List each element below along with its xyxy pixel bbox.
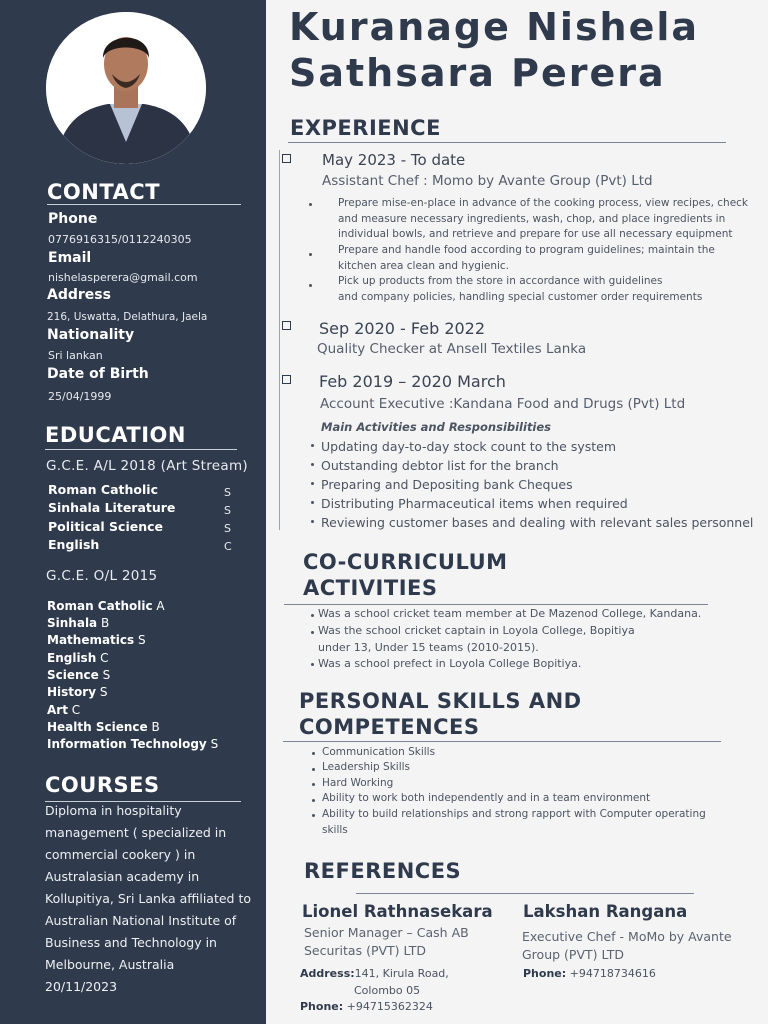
responsibility-item: Distributing Pharmaceutical items when required xyxy=(321,496,628,511)
bullet xyxy=(311,614,314,617)
bullet xyxy=(311,663,314,666)
email-value: nishelasperera@gmail.com xyxy=(48,271,198,284)
reference-name: Lionel Rathnasekara xyxy=(302,902,493,921)
nationality-value: Sri lankan xyxy=(48,349,103,362)
bullet xyxy=(309,253,312,256)
ol-item: History S xyxy=(47,685,108,699)
skill-item xyxy=(322,776,393,792)
skills-heading-line-1: PERSONAL SKILLS AND xyxy=(299,689,582,713)
bullet xyxy=(309,203,312,206)
courses-heading: COURSES xyxy=(45,773,160,797)
bullet xyxy=(311,444,314,447)
contact-divider xyxy=(47,204,241,205)
timeline-line xyxy=(279,150,280,530)
bullet xyxy=(309,284,312,287)
ol-item: Health Science B xyxy=(47,720,160,734)
cocurriculum-line: Was a school prefect in Loyola College Bopitiya. xyxy=(318,657,582,670)
skill-line: skills xyxy=(322,823,348,836)
ol-item: Mathematics S xyxy=(47,633,146,647)
bullet xyxy=(312,783,315,786)
course-line: Kollupitiya, Sri Lanka affiliated to xyxy=(45,891,251,906)
phone-label: Phone xyxy=(48,211,98,227)
skill-item xyxy=(322,760,410,776)
responsibility-item: Reviewing customer bases and dealing with relevant sales personnel xyxy=(321,515,754,530)
al-grade: C xyxy=(224,540,232,553)
bullet xyxy=(312,814,315,817)
cocurriculum-line: Was the school cricket captain in Loyola College, Bopitiya xyxy=(318,624,635,637)
duty-line: Pick up products from the store in accordance with guidelines xyxy=(338,275,663,287)
dob-label: Date of Birth xyxy=(47,366,149,382)
al-subject: Political Science xyxy=(48,519,164,534)
job-date: Feb 2019 – 2020 March xyxy=(319,372,506,391)
al-grade: S xyxy=(224,486,231,499)
duty-line: individual bowls, and retrieve and prepare for use all necessary equipment xyxy=(338,228,733,240)
references-divider xyxy=(356,893,694,894)
course-line: 20/11/2023 xyxy=(45,979,118,994)
cocurriculum-item xyxy=(318,656,581,673)
duty-line: Prepare mise-en-place in advance of the cooking process, view recipes, check xyxy=(338,197,749,209)
email-label: Email xyxy=(48,250,92,266)
sidebar xyxy=(0,0,266,1024)
reference-address: Address:141, Kirula Road, xyxy=(300,967,449,980)
education-heading: EDUCATION xyxy=(45,423,186,447)
bullet xyxy=(311,520,314,523)
course-line: Australian National Institute of xyxy=(45,913,237,928)
bullet xyxy=(311,631,314,634)
job-date: Sep 2020 - Feb 2022 xyxy=(319,319,486,338)
skill-line: Ability to work both independently and in a team environment xyxy=(322,792,651,804)
ol-item: Sinhala B xyxy=(47,616,110,630)
timeline-marker xyxy=(282,375,291,384)
name-line-1: Kuranage Nishela xyxy=(289,5,700,49)
skill-item xyxy=(322,745,435,761)
skill-item xyxy=(322,791,650,807)
skill-line: Leadership Skills xyxy=(322,761,411,773)
job-duty xyxy=(338,274,702,305)
responsibilities-heading: Main Activities and Responsibilities xyxy=(321,420,552,434)
name-line-2: Sathsara Perera xyxy=(289,51,666,95)
al-subject: Sinhala Literature xyxy=(48,500,176,515)
reference-role: Senior Manager – Cash AB xyxy=(304,925,469,940)
job-date: May 2023 - To date xyxy=(322,151,466,169)
duty-line: kitchen area clean and hygienic. xyxy=(338,259,510,272)
reference-name: Lakshan Rangana xyxy=(523,902,688,921)
experience-heading: EXPERIENCE xyxy=(290,116,441,140)
references-heading: REFERENCES xyxy=(304,859,462,883)
cocurriculum-line: under 13, Under 15 teams (2010-2015). xyxy=(318,640,539,654)
nationality-label: Nationality xyxy=(47,327,135,343)
timeline-marker xyxy=(282,321,291,330)
course-line: management ( specialized in xyxy=(45,825,227,840)
ol-item: English C xyxy=(47,651,109,665)
ol-item: Information Technology S xyxy=(47,737,219,751)
responsibility-item: Outstanding debtor list for the branch xyxy=(321,458,559,473)
reference-phone: Phone: +94718734616 xyxy=(523,967,656,980)
cocurriculum-heading-line-1: CO-CURRICULUM xyxy=(303,550,508,574)
skills-heading-line-2: COMPETENCES xyxy=(299,715,480,739)
skill-line: Communication Skills xyxy=(322,746,436,758)
al-subject: English xyxy=(48,537,100,552)
course-line: commercial cookery ) in xyxy=(45,847,196,862)
cocurriculum-heading-line-2: ACTIVITIES xyxy=(303,576,438,600)
course-description xyxy=(45,800,251,998)
job-title: Account Executive :Kandana Food and Drugs (Pvt) Ltd xyxy=(320,396,686,412)
job-title: Quality Checker at Ansell Textiles Lanka xyxy=(317,341,587,357)
al-subject: Roman Catholic xyxy=(48,482,158,497)
bullet xyxy=(312,752,315,755)
contact-heading: CONTACT xyxy=(47,180,161,204)
bullet xyxy=(312,799,315,802)
job-duty xyxy=(338,196,748,243)
duty-line: and measure necessary ingredients, wash, chop, and place ingredients in xyxy=(338,212,726,225)
reference-phone: Phone: +94715362324 xyxy=(300,1000,433,1013)
ol-title: G.C.E. O/L 2015 xyxy=(46,568,158,584)
cocurriculum-item xyxy=(318,606,701,623)
course-line: Melbourne, Australia xyxy=(45,957,175,972)
al-grade: S xyxy=(224,522,231,535)
course-line: Australasian academy in xyxy=(45,869,200,884)
cocurriculum-line: Was a school cricket team member at De Mazenod College, Kandana. xyxy=(318,607,702,620)
reference-company: Securitas (PVT) LTD xyxy=(304,943,427,958)
phone-value: 0776916315/0112240305 xyxy=(48,233,192,246)
reference-address-line-2: Colombo 05 xyxy=(354,984,421,997)
job-duty xyxy=(338,243,715,274)
profile-photo xyxy=(46,12,206,164)
reference-role: Executive Chef - MoMo by Avante xyxy=(522,929,732,944)
skills-divider xyxy=(283,741,721,742)
cocurriculum-divider xyxy=(284,604,708,605)
address-label: Address xyxy=(47,287,111,303)
reference-company: Group (PVT) LTD xyxy=(522,947,624,962)
al-grade: S xyxy=(224,504,231,517)
course-line: Diploma in hospitality xyxy=(45,803,182,818)
bullet xyxy=(312,768,315,771)
address-value: 216, Uswatta, Delathura, Jaela xyxy=(47,311,208,323)
al-title: G.C.E. A/L 2018 (Art Stream) xyxy=(46,458,248,474)
cocurriculum-item xyxy=(318,623,635,656)
bullet xyxy=(311,482,314,485)
ol-item: Roman Catholic A xyxy=(47,599,165,613)
bullet xyxy=(311,463,314,466)
ol-item: Art C xyxy=(47,703,81,717)
ol-item: Science S xyxy=(47,668,111,682)
skill-line: Hard Working xyxy=(322,777,394,789)
job-title: Assistant Chef : Momo by Avante Group (Pvt) Ltd xyxy=(322,173,653,189)
duty-line: Prepare and handle food according to program guidelines; maintain the xyxy=(338,244,715,256)
dob-value: 25/04/1999 xyxy=(48,390,112,403)
skill-line: Ability to build relationships and strong rapport with Computer operating xyxy=(322,808,706,820)
responsibility-item: Preparing and Depositing bank Cheques xyxy=(321,477,573,492)
main-content xyxy=(266,0,768,1024)
experience-divider xyxy=(288,142,726,143)
education-divider xyxy=(45,449,237,450)
course-line: Business and Technology in xyxy=(45,935,217,950)
duty-line: and company policies, handling special customer order requirements xyxy=(338,290,703,303)
skill-item xyxy=(322,807,706,838)
responsibility-item: Updating day-to-day stock count to the system xyxy=(321,439,617,454)
timeline-marker xyxy=(282,154,291,163)
bullet xyxy=(311,501,314,504)
